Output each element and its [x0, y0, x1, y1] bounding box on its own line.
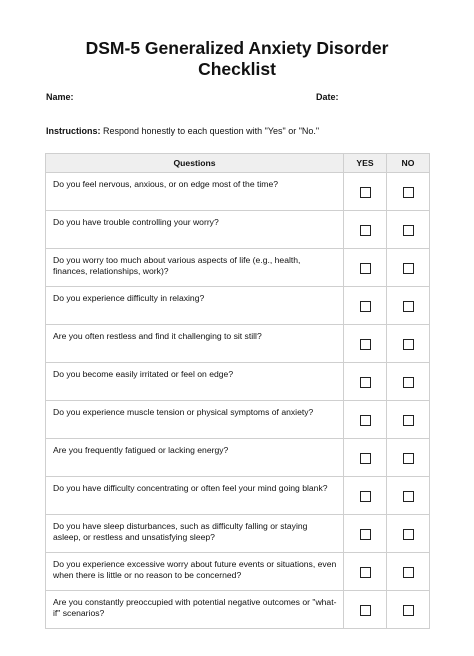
yes-checkbox[interactable] — [360, 529, 371, 540]
question-text: Are you constantly preoccupied with potential negative outcomes or "what-if" scenarios? — [46, 591, 344, 629]
no-checkbox[interactable] — [403, 187, 414, 198]
no-cell — [387, 477, 430, 515]
question-text: Do you have sleep disturbances, such as difficulty falling or staying asleep, or restless and unsatisfying sleep? — [46, 515, 344, 553]
question-text: Do you have trouble controlling your worry? — [46, 211, 344, 249]
header-no: NO — [387, 154, 430, 173]
no-checkbox[interactable] — [403, 567, 414, 578]
title-line-1: DSM-5 Generalized Anxiety Disorder — [85, 38, 389, 58]
yes-cell — [344, 211, 387, 249]
no-cell — [387, 591, 430, 629]
no-checkbox[interactable] — [403, 301, 414, 312]
yes-checkbox[interactable] — [360, 453, 371, 464]
question-text: Do you worry too much about various aspects of life (e.g., health, finances, relationships, work)? — [46, 249, 344, 287]
yes-checkbox[interactable] — [360, 187, 371, 198]
question-text: Do you experience excessive worry about future events or situations, even when there is little or no reason to be concerned? — [46, 553, 344, 591]
no-cell — [387, 553, 430, 591]
question-text: Do you feel nervous, anxious, or on edge most of the time? — [46, 173, 344, 211]
no-cell — [387, 515, 430, 553]
table-row — [46, 401, 430, 439]
no-cell — [387, 173, 430, 211]
name-field-label: Name: — [46, 92, 74, 102]
yes-checkbox[interactable] — [360, 225, 371, 236]
instructions — [46, 126, 319, 136]
table-row — [46, 591, 430, 629]
header-questions: Questions — [46, 154, 344, 173]
table-row — [46, 515, 430, 553]
no-cell — [387, 325, 430, 363]
no-checkbox[interactable] — [403, 339, 414, 350]
yes-checkbox[interactable] — [360, 567, 371, 578]
yes-cell — [344, 439, 387, 477]
page-title — [0, 38, 474, 80]
yes-cell — [344, 401, 387, 439]
date-field-label: Date: — [316, 92, 339, 102]
instructions-text: Respond honestly to each question with "Yes" or "No." — [100, 126, 320, 136]
no-cell — [387, 401, 430, 439]
yes-cell — [344, 325, 387, 363]
yes-checkbox[interactable] — [360, 263, 371, 274]
table-row — [46, 439, 430, 477]
table-header-row — [46, 154, 430, 173]
yes-cell — [344, 173, 387, 211]
question-text: Are you often restless and find it challenging to sit still? — [46, 325, 344, 363]
yes-cell — [344, 591, 387, 629]
yes-checkbox[interactable] — [360, 339, 371, 350]
table-row — [46, 363, 430, 401]
yes-cell — [344, 553, 387, 591]
yes-checkbox[interactable] — [360, 605, 371, 616]
question-text: Do you become easily irritated or feel on edge? — [46, 363, 344, 401]
no-checkbox[interactable] — [403, 453, 414, 464]
no-cell — [387, 363, 430, 401]
checklist-table — [45, 153, 430, 629]
no-checkbox[interactable] — [403, 529, 414, 540]
yes-checkbox[interactable] — [360, 377, 371, 388]
table-row — [46, 249, 430, 287]
table-row — [46, 173, 430, 211]
no-cell — [387, 287, 430, 325]
no-checkbox[interactable] — [403, 415, 414, 426]
yes-checkbox[interactable] — [360, 415, 371, 426]
no-checkbox[interactable] — [403, 263, 414, 274]
yes-checkbox[interactable] — [360, 491, 371, 502]
question-text: Are you frequently fatigued or lacking energy? — [46, 439, 344, 477]
question-text: Do you experience difficulty in relaxing? — [46, 287, 344, 325]
table-row — [46, 287, 430, 325]
instructions-label: Instructions: — [46, 126, 101, 136]
header-yes: YES — [344, 154, 387, 173]
no-checkbox[interactable] — [403, 225, 414, 236]
table-row — [46, 477, 430, 515]
yes-cell — [344, 363, 387, 401]
yes-cell — [344, 515, 387, 553]
no-cell — [387, 211, 430, 249]
yes-cell — [344, 249, 387, 287]
question-text: Do you have difficulty concentrating or often feel your mind going blank? — [46, 477, 344, 515]
question-text: Do you experience muscle tension or physical symptoms of anxiety? — [46, 401, 344, 439]
table-row — [46, 553, 430, 591]
table-row — [46, 325, 430, 363]
yes-cell — [344, 287, 387, 325]
no-cell — [387, 439, 430, 477]
yes-checkbox[interactable] — [360, 301, 371, 312]
no-checkbox[interactable] — [403, 491, 414, 502]
title-line-2: Checklist — [198, 59, 276, 79]
no-cell — [387, 249, 430, 287]
table-row — [46, 211, 430, 249]
no-checkbox[interactable] — [403, 605, 414, 616]
no-checkbox[interactable] — [403, 377, 414, 388]
yes-cell — [344, 477, 387, 515]
